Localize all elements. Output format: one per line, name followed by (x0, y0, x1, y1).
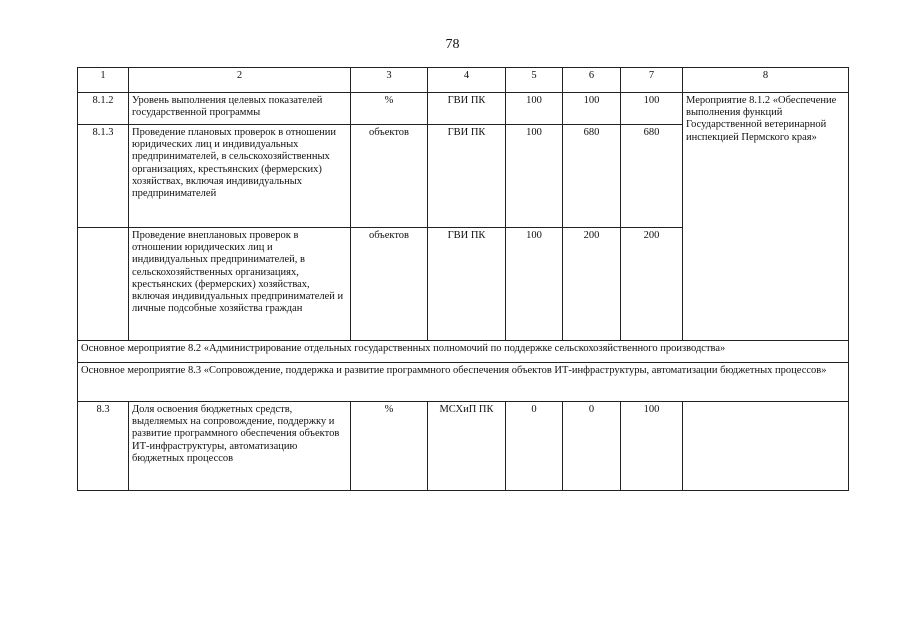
section-row-8-2 (78, 341, 849, 363)
row-unit: % (351, 93, 428, 125)
row-value-7: 100 (621, 93, 683, 125)
header-cell-1: 1 (78, 68, 129, 93)
row-indicator: Уровень выполнения целевых показателей государственной программы (129, 93, 351, 125)
row-value-6: 680 (563, 125, 621, 228)
header-row (78, 68, 849, 93)
row-measure-empty (683, 402, 849, 491)
measure-8-1-2: Мероприятие 8.1.2 «Обеспечение выполнения функций Государственной ветеринарной инспекцией Пермского края» (683, 93, 849, 341)
table-row (78, 93, 849, 125)
row-value-7: 100 (621, 402, 683, 491)
row-value-6: 0 (563, 402, 621, 491)
row-executor: ГВИ ПК (428, 125, 506, 228)
page-number: 78 (445, 37, 460, 52)
row-value-7: 680 (621, 125, 683, 228)
main-measure-8-2: Основное мероприятие 8.2 «Администрирование отдельных государственных полномочий по поддержке сельскохозяйственного производства» (78, 341, 849, 363)
row-value-6: 100 (563, 93, 621, 125)
row-code: 8.1.2 (78, 93, 129, 125)
row-executor: МСХиП ПК (428, 402, 506, 491)
header-cell-4: 4 (428, 68, 506, 93)
indicators-table (77, 67, 849, 491)
row-indicator: Проведение внеплановых проверок в отношении юридических лиц и индивидуальных предпринимателей, в сельскохозяйственных организациях, крестьянских (фермерских) хозяйствах, включая индивидуальных предпринимателей и личные подсобные хозяйства граждан (129, 228, 351, 341)
section-row-8-3 (78, 363, 849, 402)
row-unit: объектов (351, 125, 428, 228)
row-value-5: 100 (506, 125, 563, 228)
header-cell-6: 6 (563, 68, 621, 93)
row-value-5: 100 (506, 228, 563, 341)
row-value-5: 100 (506, 93, 563, 125)
row-code: 8.1.3 (78, 125, 129, 228)
row-executor: ГВИ ПК (428, 93, 506, 125)
row-indicator: Доля освоения бюджетных средств, выделяемых на сопровождение, поддержку и развитие программного обеспечения объектов ИТ-инфраструктуры, автоматизацию бюджетных процессов (129, 402, 351, 491)
row-value-6: 200 (563, 228, 621, 341)
row-value-5: 0 (506, 402, 563, 491)
row-unit: % (351, 402, 428, 491)
row-unit: объектов (351, 228, 428, 341)
header-cell-7: 7 (621, 68, 683, 93)
header-cell-5: 5 (506, 68, 563, 93)
row-indicator: Проведение плановых проверок в отношении юридических лиц и индивидуальных предпринимателей, в сельскохозяйственных организациях, крестьянских (фермерских) хозяйствах, включая индивидуальных предпринимателей (129, 125, 351, 228)
header-cell-2: 2 (129, 68, 351, 93)
row-value-7: 200 (621, 228, 683, 341)
header-cell-3: 3 (351, 68, 428, 93)
header-cell-8: 8 (683, 68, 849, 93)
row-code: 8.3 (78, 402, 129, 491)
table-row (78, 402, 849, 491)
row-code (78, 228, 129, 341)
row-executor: ГВИ ПК (428, 228, 506, 341)
main-measure-8-3: Основное мероприятие 8.3 «Сопровождение, поддержка и развитие программного обеспечения объектов ИТ-инфраструктуры, автоматизации бюджетных процессов» (78, 363, 849, 402)
